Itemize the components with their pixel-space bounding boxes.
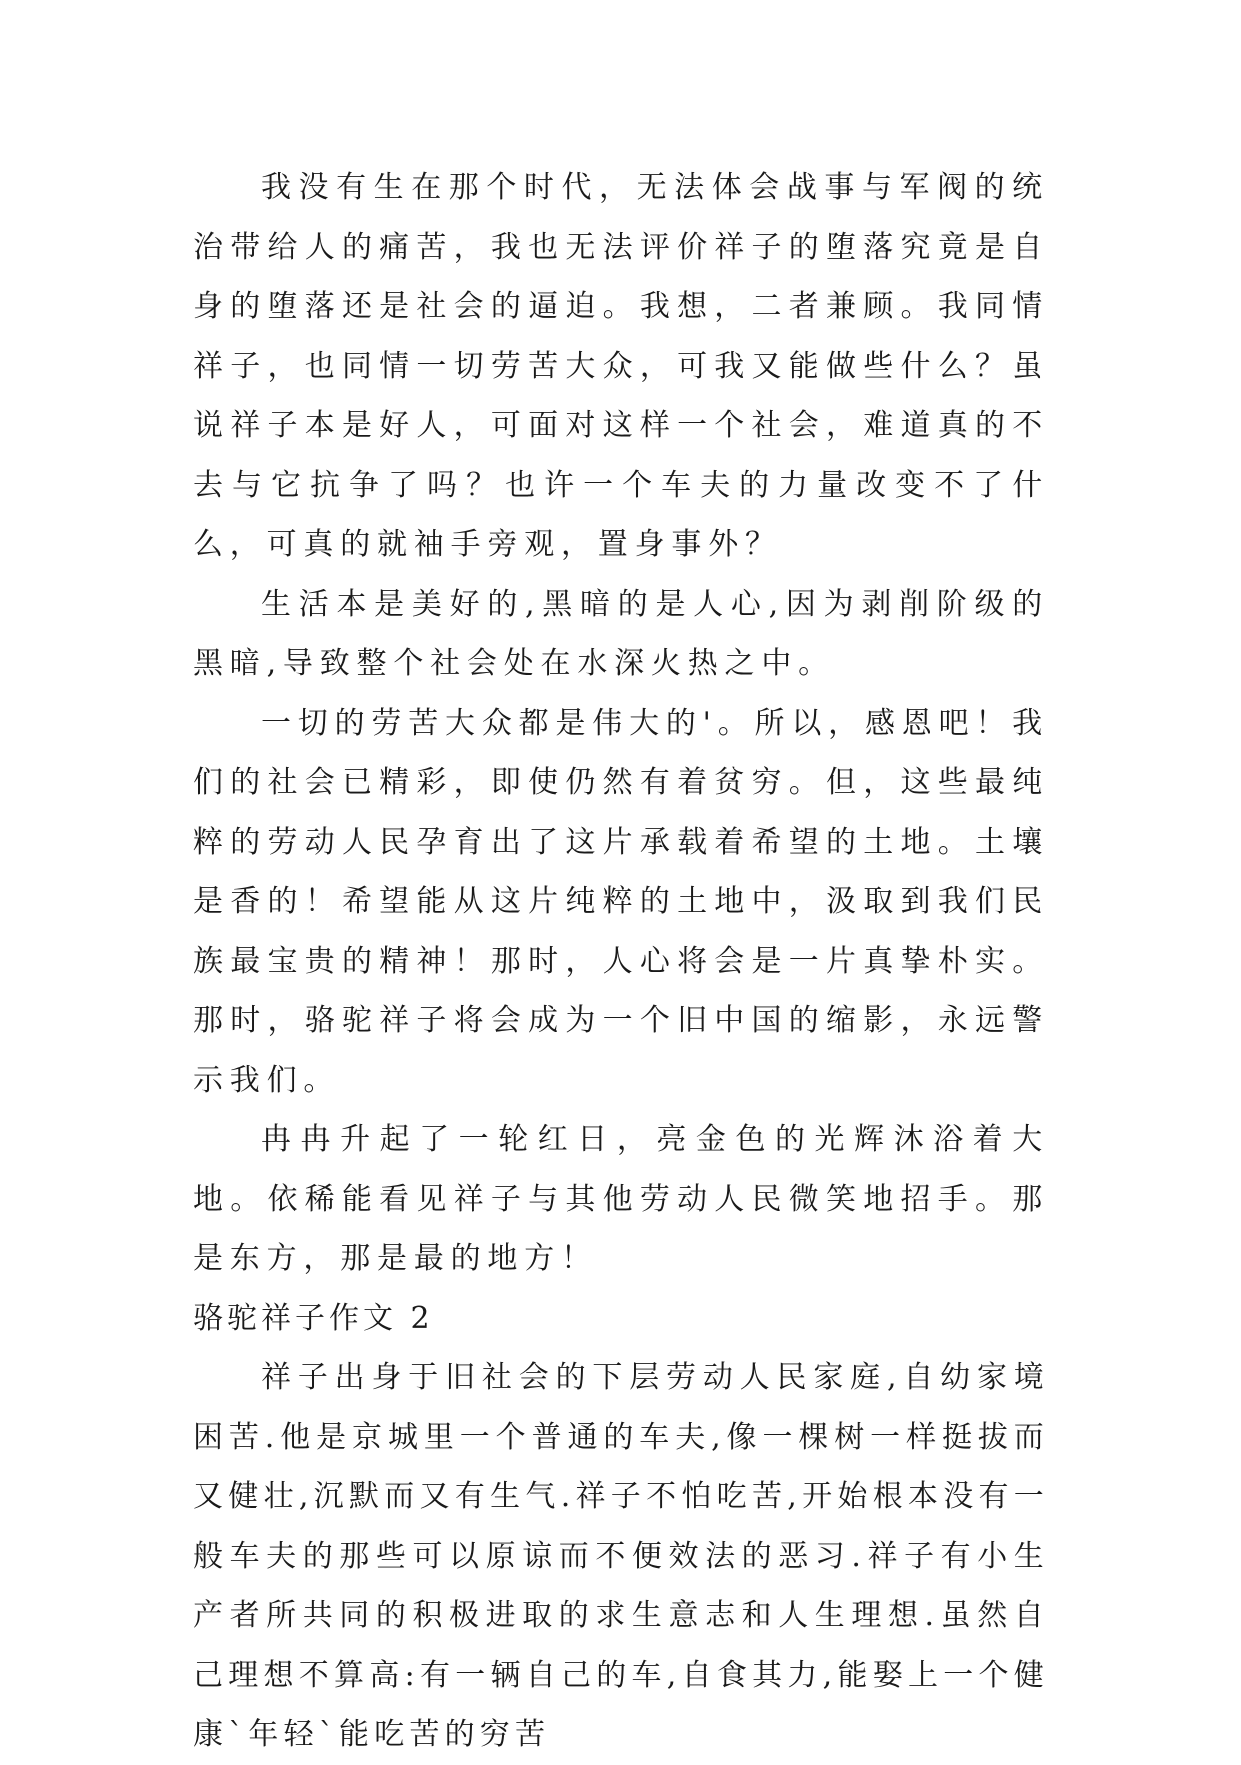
paragraph-1: 我没有生在那个时代，无法体会战事与军阀的统治带给人的痛苦，我也无法评价祥子的堕落究竟是自身的堕落还是社会的逼迫。我想，二者兼顾。我同情祥子，也同情一切劳苦大众，可我又能做些什么？虽说祥子本是好人，可面对这样一个社会，难道真的不去与它抗争了吗？也许一个车夫的力量改变不了什么，可真的就袖手旁观，置身事外？ [193, 170, 1049, 562]
paragraph-3: 一切的劳苦大众都是伟大的'。所以，感恩吧！我们的社会已精彩，即使仍然有着贫穷。但，这些最纯粹的劳动人民孕育出了这片承载着希望的土地。土壤是香的！希望能从这片纯粹的土地中，汲取到我们民族最宝贵的精神！那时，人心将会是一片真挚朴实。那时，骆驼祥子将会成为一个旧中国的缩影，永远警示我们。 [193, 705, 1049, 1098]
section-title: 骆驼祥子作文 2 [193, 1300, 434, 1336]
paragraph-2: 生活本是美好的,黑暗的是人心,因为剥削阶级的黑暗,导致整个社会处在水深火热之中。 [193, 586, 1049, 681]
document-body [193, 158, 1049, 1765]
paragraph-4: 冉冉升起了一轮红日，亮金色的光辉沐浴着大地。依稀能看见祥子与其他劳动人民微笑地招手。那是东方，那是最的地方！ [193, 1122, 1049, 1276]
section-paragraph-1: 祥子出身于旧社会的下层劳动人民家庭,自幼家境困苦.他是京城里一个普通的车夫,像一棵树一样挺拔而又健壮,沉默而又有生气.祥子不怕吃苦,开始根本没有一般车夫的那些可以原谅而不便效法的恶习.祥子有小生产者所共同的积极进取的求生意志和人生理想.虽然自己理想不算高:有一辆自己的车,自食其力,能娶上一个健康`年轻`能吃苦的穷苦 [193, 1360, 1049, 1752]
